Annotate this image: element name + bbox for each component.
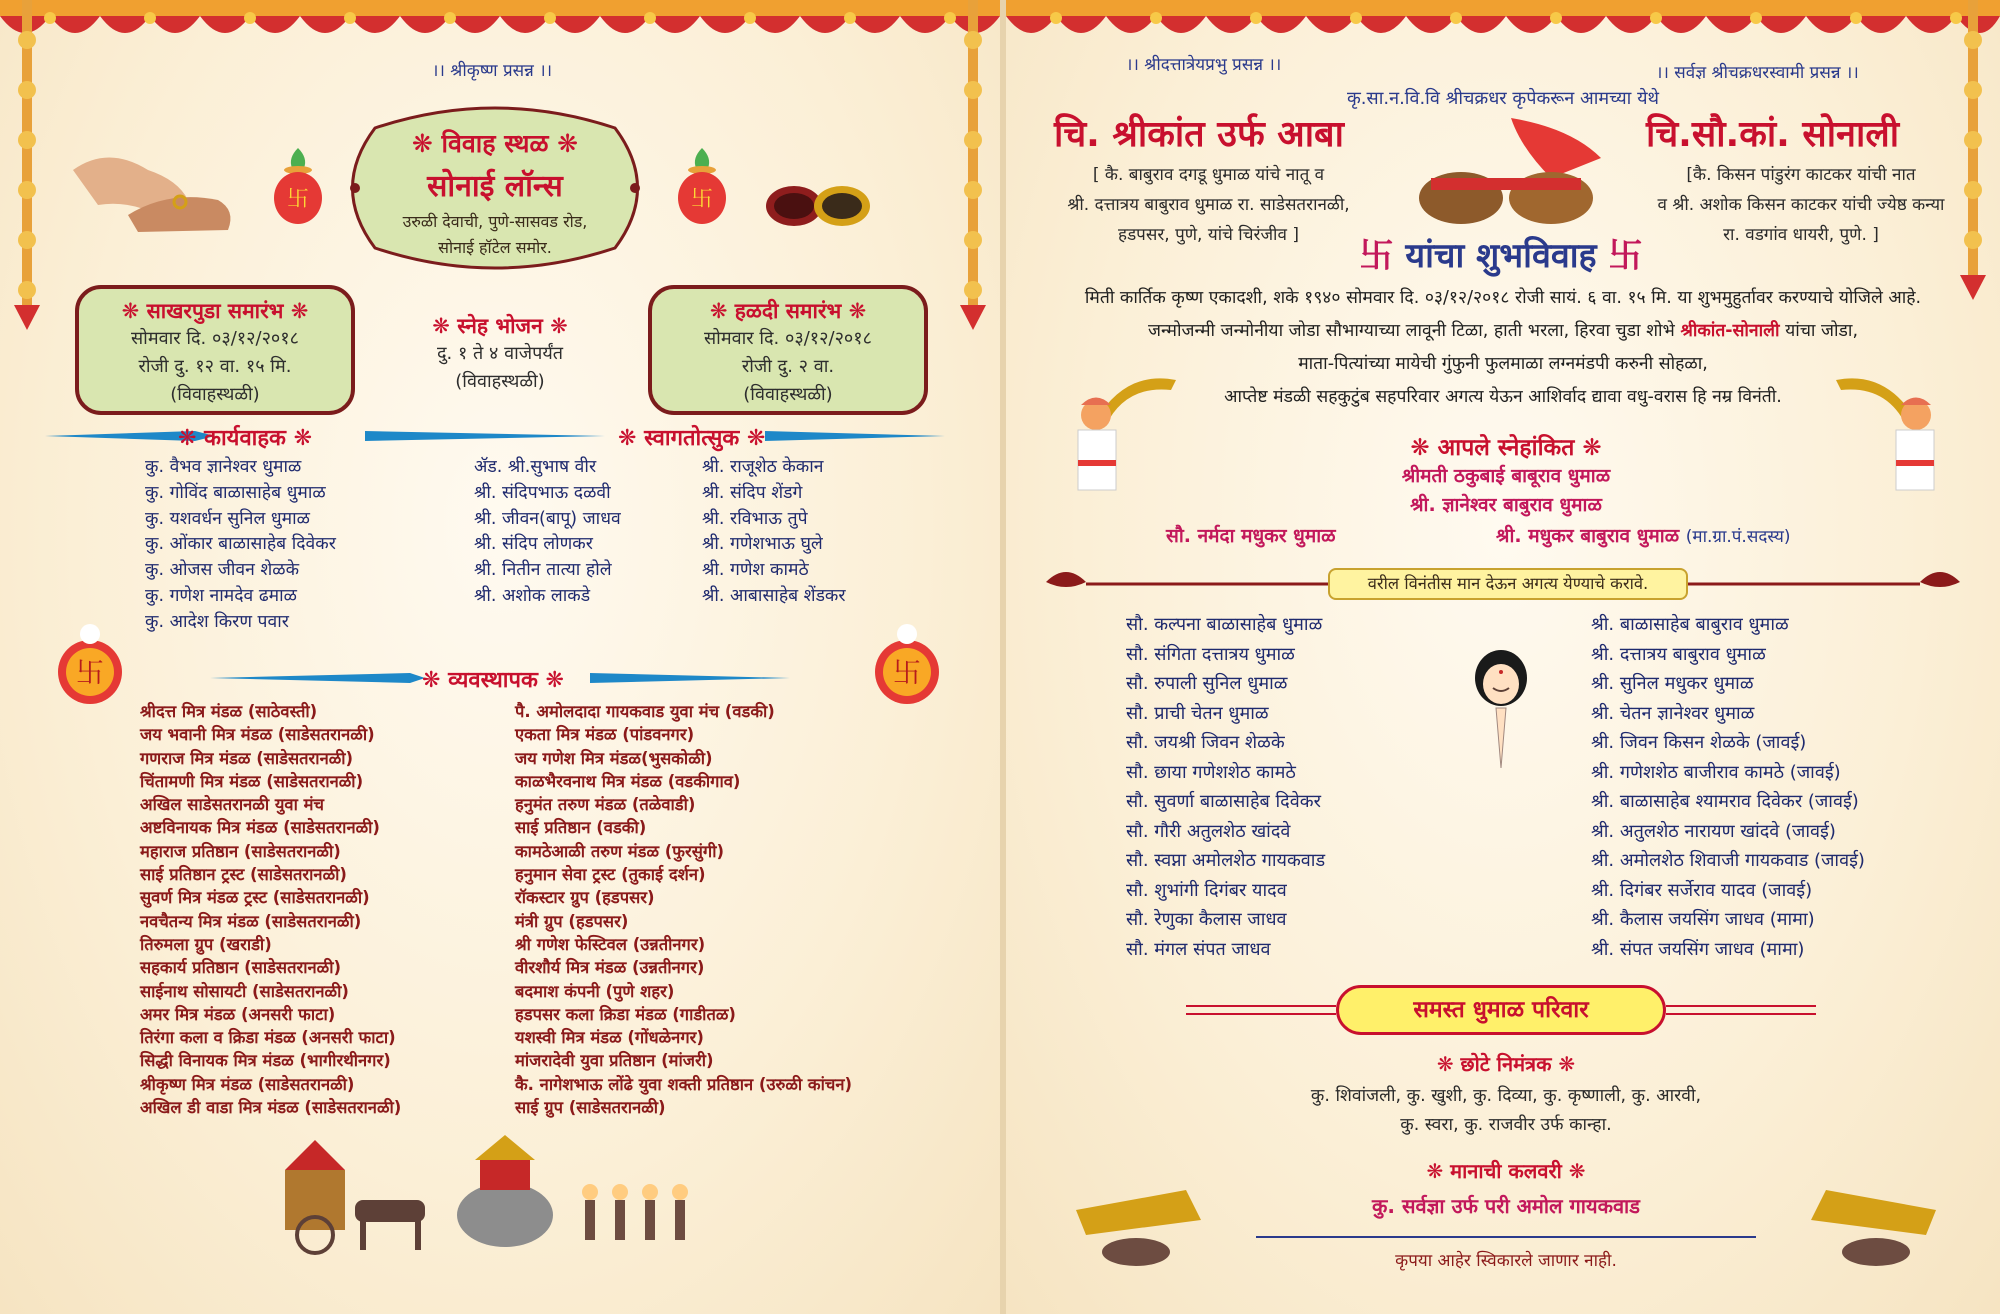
organization-name: रॉकस्टार ग्रुप (हडपसर) xyxy=(515,888,655,908)
right-page-garland xyxy=(1950,0,1996,300)
organization-name: अमर मित्र मंडळ (अनसरी फाटा) xyxy=(140,1004,336,1024)
sneh-bhojan-block xyxy=(400,312,600,396)
relative-name: श्री. अतुलशेठ नारायण खांदवे (जावई) xyxy=(1591,820,1836,842)
swagat-list-2 xyxy=(702,455,846,610)
organization-name: पै. अमोलदादा गायकवाड युवा मंच (वडकी) xyxy=(515,702,775,721)
organizations-list-2 xyxy=(515,700,852,1119)
right-garland xyxy=(950,0,996,330)
para-segment: यांचा जोडा, xyxy=(1779,321,1859,341)
organization-name: श्रीदत्त मित्र मंडळ (साठेवस्ती) xyxy=(140,702,318,721)
organization-name: महाराज प्रतिष्ठान (साडेसतरानळी) xyxy=(140,841,341,861)
snehankit-name: श्री. ज्ञानेश्वर बाबुराव धुमाळ xyxy=(1410,494,1602,516)
svg-text:卐: 卐 xyxy=(75,656,105,689)
swagat-list-1 xyxy=(474,455,621,610)
groom-family-line: श्री. दत्तात्रय बाबुराव धुमाळ रा. साडेसतरानळी, xyxy=(1067,195,1350,215)
organization-name: कै. नागेशभाऊ लोंढे युवा शक्ती प्रतिष्ठान (उरुळी कांचन) xyxy=(515,1074,853,1094)
relative-name: श्री. कैलास जयसिंग जाधव (मामा) xyxy=(1591,909,1815,930)
relative-name: सौ. सुवर्णा बाळासाहेब दिवेकर xyxy=(1126,791,1321,812)
haldi-title: ❋ हळदी समारंभ ❋ xyxy=(709,299,867,323)
swagatotsuk-title: ❋ स्वागतोत्सुक ❋ xyxy=(618,426,766,451)
relative-name: श्री. अमोलशेठ शिवाजी गायकवाड (जावई) xyxy=(1591,850,1865,871)
relative-name: श्री. संपत जयसिंग जाधव (मामा) xyxy=(1591,938,1805,960)
organization-name: साई ग्रुप (साडेसतरानळी) xyxy=(515,1098,666,1118)
organization-name: जय गणेश मित्र मंडळ(भुसकोळी) xyxy=(515,748,713,768)
sneh-bhojan-title: ❋ स्नेह भोजन ❋ xyxy=(432,314,568,338)
relative-name: श्री. बाळासाहेब बाबुराव धुमाळ xyxy=(1591,614,1789,635)
organization-name: अखिल डी वाडा मित्र मंडळ (साडेसतरानळी) xyxy=(140,1098,402,1118)
relative-name: सौ. रेणुका कैलास जाधव xyxy=(1126,909,1287,930)
karyavahak-name: कु. ओंकार बाळासाहेब दिवेकर xyxy=(145,534,336,555)
swagat-name: श्री. रविभाऊ तुपे xyxy=(702,508,808,529)
organization-name: श्रीकृष्ण मित्र मंडळ (साडेसतरानळी) xyxy=(140,1074,355,1094)
chhote-nimantrak-title: ❋ छोटे निमंत्रक ❋ xyxy=(1436,1052,1576,1076)
prayer-right: ।। सर्वज्ञ श्रीचक्रधरस्वामी प्रसन्न ।। xyxy=(1656,63,1859,83)
organization-name: हडपसर कला क्रिडा मंडळ (गाडीतळ) xyxy=(515,1004,736,1024)
haldi-time: रोजी दु. २ वा. xyxy=(741,356,835,377)
sakharpuda-time: रोजी दु. १२ वा. १५ मि. xyxy=(138,356,292,377)
organization-name: मांजरादेवी युवा प्रतिष्ठान (मांजरी) xyxy=(515,1051,714,1071)
footer-divider xyxy=(1256,1236,1756,1238)
para-line xyxy=(1006,315,2000,348)
family-name-banner: समस्त धुमाळ परिवार xyxy=(1336,985,1666,1035)
relative-name: सौ. रुपाली सुनिल धुमाळ xyxy=(1126,673,1288,694)
kalvari-title: ❋ मानाची कलवरी ❋ xyxy=(1426,1159,1586,1183)
organization-name: सहकार्य प्रतिष्ठान (साडेसतरानळी) xyxy=(140,958,342,978)
snehankit-name-text: श्री. मधुकर बाबुराव धुमाळ xyxy=(1496,525,1680,547)
organization-name: हनुमान सेवा ट्रस्ट (तुकाई दर्शन) xyxy=(515,865,706,885)
namaste-woman-icon xyxy=(1466,648,1536,778)
left-garland xyxy=(4,0,50,330)
wedding-title xyxy=(1336,228,1666,277)
shehnai-horn-right-image xyxy=(1806,1180,1936,1270)
organization-name: बदमाश कंपनी (पुणे शहर) xyxy=(515,981,675,1001)
karyavahak-title: ❋ कार्यवाहक ❋ xyxy=(178,426,313,451)
snehankit-name: श्रीमती ठकुबाई बाबूराव धुमाळ xyxy=(1401,465,1611,487)
relative-name: श्री. जिवन किसन शेळके (जावई) xyxy=(1591,732,1807,753)
vyavasthapak-title: ❋ व्यवस्थापक ❋ xyxy=(422,668,564,693)
swastik-icon: 卐 xyxy=(1359,236,1394,276)
bride-family-line: रा. वडगांव धायरी, पुणे. ] xyxy=(1723,225,1879,245)
organization-name: साईनाथ सोसायटी (साडेसतरानळी) xyxy=(140,981,349,1001)
footer-note: कृपया आहेर स्विकारले जाणार नाही. xyxy=(1395,1251,1617,1271)
swagat-name: श्री. आबासाहेब शेंडकर xyxy=(702,585,846,606)
intro-line: कृ.सा.न.वि.वि श्रीचक्रधर कृपेकरून आमच्या येथे xyxy=(1346,88,1660,109)
relative-name: श्री. गणेशशेठ बाजीराव कामठे (जावई) xyxy=(1591,761,1841,783)
swagat-name: श्री. गणेशभाऊ घुले xyxy=(702,534,823,555)
relative-name: सौ. जयश्री जिवन शेळके xyxy=(1126,732,1285,753)
organizations-list-1 xyxy=(140,700,401,1119)
wedding-title-text: यांचा शुभविवाह xyxy=(1405,236,1597,276)
shehnai-horn-left-image xyxy=(1076,1180,1206,1270)
relative-name: सौ. शुभांगी दिगंबर यादव xyxy=(1126,879,1287,901)
organization-name: वीरशौर्य मित्र मंडळ (उन्नतीनगर) xyxy=(515,958,705,978)
kalash-icon xyxy=(672,148,732,228)
kids-line: कु. शिवांजली, कु. खुशी, कु. दिव्या, कु. कृष्णाली, कु. आरवी, xyxy=(1310,1086,1702,1106)
tutari-player-left-image xyxy=(1066,360,1186,510)
karyavahak-name: कु. वैभव ज्ञानेश्वर धुमाळ xyxy=(145,457,302,477)
couple-names-highlight: श्रीकांत-सोनाली xyxy=(1680,321,1780,341)
request-note: वरील विनंतीस मान देऊन अगत्य येण्याचे करावे. xyxy=(1328,568,1688,600)
tutari-player-right-image xyxy=(1826,360,1946,510)
organization-name: तिरंगा कला व क्रिडा मंडळ (अनसरी फाटा) xyxy=(140,1028,396,1048)
para-line: आप्तेष्ट मंडळी सहकुटुंब सहपरिवार अगत्य येऊन आशिर्वाद द्यावा वधु-वरास हि नम्र विनंती. xyxy=(1224,387,1782,407)
swastik-ornament-icon xyxy=(872,622,942,712)
organization-name: सिद्धी विनायक मित्र मंडळ (भागीरथीनगर) xyxy=(140,1051,391,1071)
groom-family-line: [ कै. बाबुराव दगडू धुमाळ यांचे नातू व xyxy=(1092,165,1325,185)
kalash-icon xyxy=(268,148,328,228)
groom-family xyxy=(1036,160,1381,250)
sakharpuda-date: सोमवार दि. ०३/१२/२०१८ xyxy=(130,328,300,349)
venue-address-line1: उरुळी देवाची, पुणे-सासवड रोड, xyxy=(402,212,588,231)
sneh-bhojan-venue: (विवाहस्थळी) xyxy=(455,371,545,392)
relatives-women-list xyxy=(1126,610,1325,964)
haldi-venue: (विवाहस्थळी) xyxy=(743,384,833,405)
para-line: माता-पित्यांच्या मायेची गुंफुनी फुलमाळा लग्नमंडपी करुनी सोहळा, xyxy=(1298,354,1708,374)
organization-name: काळभैरवनाथ मित्र मंडळ (वडकीगाव) xyxy=(515,771,741,791)
organization-name: अखिल साडेसतरानळी युवा मंच xyxy=(140,795,324,815)
relative-name: श्री. सुनिल मधुकर धुमाळ xyxy=(1591,673,1754,694)
relative-name: सौ. स्वप्ना अमोलशेठ गायकवाड xyxy=(1126,850,1326,871)
svg-text:卐: 卐 xyxy=(892,656,922,689)
groom-family-line: हडपसर, पुणे, यांचे चिरंजीव ] xyxy=(1118,225,1299,245)
organization-name: नवचैतन्य मित्र मंडळ (साडेसतरानळी) xyxy=(140,911,362,931)
karyavahak-name: कु. आदेश किरण पवार xyxy=(145,611,289,632)
swagat-name: श्री. जीवन(बापू) जाधव xyxy=(474,508,621,529)
kalvari-name: कु. सर्वज्ञा उर्फ परी अमोल गायकवाड xyxy=(1372,1194,1640,1218)
swagat-name: श्री. अशोक लाकडे xyxy=(474,585,591,606)
venue-address-line2: सोनाई हॉटेल समोर. xyxy=(438,238,552,257)
organization-name: एकता मित्र मंडळ (पांडवनगर) xyxy=(515,725,695,745)
venue-frame xyxy=(335,98,655,278)
swagat-name: श्री. संदिपभाऊ दळवी xyxy=(474,482,611,503)
organization-name: यशस्वी मित्र मंडळ (गोंधळेनगर) xyxy=(515,1028,704,1048)
snehankit-name: सौ. नर्मदा मधुकर धुमाळ xyxy=(1166,525,1336,547)
snehankit-name xyxy=(1496,522,1790,548)
organization-name: तिरुमला ग्रुप (खराडी) xyxy=(140,934,272,954)
right-page xyxy=(1006,0,2000,1314)
ring-ceremony-hands-image xyxy=(68,140,238,235)
relative-name: श्री. चेतन ज्ञानेश्वर धुमाळ xyxy=(1591,702,1755,724)
swagat-name: श्री. नितीन तात्या होले xyxy=(474,560,612,581)
organization-name: चिंतामणी मित्र मंडळ (साडेसतरानळी) xyxy=(140,771,364,791)
organization-name: साई प्रतिष्ठान (वडकी) xyxy=(515,818,647,838)
wedding-rings-image xyxy=(758,176,878,236)
relative-name: सौ. संगिता दत्तात्रय धुमाळ xyxy=(1126,643,1295,665)
relative-name: सौ. गौरी अतुलशेठ खांदवे xyxy=(1126,820,1291,842)
snehankit-designation: (मा.ग्रा.पं.सदस्य) xyxy=(1685,527,1791,547)
swastik-ornament-icon xyxy=(55,622,125,712)
baraat-procession-image xyxy=(275,1130,715,1260)
organization-name: जय भवानी मित्र मंडळ (साडेसतरानळी) xyxy=(140,725,375,745)
relative-name: श्री. दिगंबर सर्जेराव यादव (जावई) xyxy=(1591,879,1813,901)
sakharpuda-title: ❋ साखरपुडा समारंभ ❋ xyxy=(121,299,309,323)
swastik-icon: 卐 xyxy=(1608,236,1643,276)
relative-name: सौ. छाया गणेशशेठ कामठे xyxy=(1126,761,1296,783)
relatives-men-list xyxy=(1591,610,1865,964)
karyavahak-name: कु. यशवर्धन सुनिल धुमाळ xyxy=(145,508,310,529)
prayer-left: ।। श्रीदत्तात्रेयप्रभु प्रसन्न ।। xyxy=(1126,55,1282,75)
snehankit-title: ❋ आपले स्नेहांकित ❋ xyxy=(1410,435,1602,461)
organization-name: गणराज मित्र मंडळ (साडेसतरानळी) xyxy=(140,748,354,768)
karyavahak-name: कु. ओजस जीवन शेळके xyxy=(145,560,300,581)
haldi-box xyxy=(648,285,928,415)
svg-text:卐: 卐 xyxy=(690,187,714,212)
venue-heading: ❋ विवाह स्थळ ❋ xyxy=(411,129,579,158)
organization-name: साई प्रतिष्ठान ट्रस्ट (साडेसतरानळी) xyxy=(140,865,347,885)
organization-name: अष्टविनायक मित्र मंडळ (साडेसतरानळी) xyxy=(140,818,380,838)
kids-line: कु. स्वरा, कु. राजवीर उर्फ कान्हा. xyxy=(1400,1115,1612,1135)
swagat-name: ॲड. श्री.सुभाष वीर xyxy=(474,457,597,477)
prayer-text: ।। श्रीकृष्ण प्रसन्न ।। xyxy=(432,61,553,81)
karyavahak-name: कु. गोविंद बाळासाहेब धुमाळ xyxy=(145,482,326,503)
relative-name: सौ. कल्पना बाळासाहेब धुमाळ xyxy=(1126,614,1323,635)
karyavahak-list xyxy=(145,455,336,636)
bride-family-line: व श्री. अशोक किसन काटकर यांची ज्येष्ठ कन्या xyxy=(1657,195,1945,215)
relative-name: श्री. दत्तात्रय बाबुराव धुमाळ xyxy=(1591,643,1766,665)
wedding-couple-hands-image xyxy=(1401,118,1611,228)
chhote-nimantrak-names xyxy=(1206,1082,1806,1140)
swagat-name: श्री. संदिप शेंडगे xyxy=(702,482,803,503)
organization-name: कामठेआळी तरुण मंडळ (फुरसुंगी) xyxy=(515,841,725,861)
karyavahak-name: कु. गणेश नामदेव ढमाळ xyxy=(145,585,297,606)
groom-name: चि. श्रीकांत उर्फ आबा xyxy=(1054,114,1344,155)
relative-name: श्री. बाळासाहेब श्यामराव दिवेकर (जावई) xyxy=(1591,791,1859,812)
bride-family-line: [कै. किसन पांडुरंग काटकर यांची नात xyxy=(1686,165,1916,185)
svg-text:卐: 卐 xyxy=(286,187,310,212)
organization-name: हनुमंत तरुण मंडळ (तळेवाडी) xyxy=(515,795,696,815)
para-line: मिती कार्तिक कृष्ण एकादशी, शके १९४० सोमवार दि. ०३/१२/२०१८ रोजी सायं. ६ वा. १५ मि. या शुभमुहुर्तावर करण्याचे योजिले आहे. xyxy=(1084,288,1922,308)
relative-name: सौ. प्राची चेतन धुमाळ xyxy=(1126,702,1269,724)
organization-name: सुवर्ण मित्र मंडळ ट्रस्ट (साडेसतरानळी) xyxy=(140,888,370,908)
swagat-name: श्री. राजूशेठ केकान xyxy=(702,457,824,477)
sakharpuda-venue: (विवाहस्थळी) xyxy=(170,384,260,405)
swagat-name: श्री. संदिप लोणकर xyxy=(474,534,593,555)
venue-name: सोनाई लॉन्स xyxy=(427,169,563,204)
bride-name: चि.सौ.कां. सोनाली xyxy=(1646,114,1900,155)
haldi-date: सोमवार दि. ०३/१२/२०१८ xyxy=(703,328,873,349)
organization-name: मंत्री ग्रुप (हडपसर) xyxy=(515,911,629,931)
organization-name: श्री गणेश फेस्टिवल (उन्नतीनगर) xyxy=(515,934,706,954)
para-segment: जन्मोजन्मी जन्मोनीया जोडा सौभाग्याच्या लावूनी टिळा, हाती भरला, हिरवा चुडा शोभे xyxy=(1147,321,1681,341)
sakharpuda-box xyxy=(75,285,355,415)
swagat-name: श्री. गणेश कामठे xyxy=(702,560,809,581)
relative-name: सौ. मंगल संपत जाधव xyxy=(1126,938,1271,960)
sneh-bhojan-time: दु. १ ते ४ वाजेपर्यंत xyxy=(436,343,564,364)
